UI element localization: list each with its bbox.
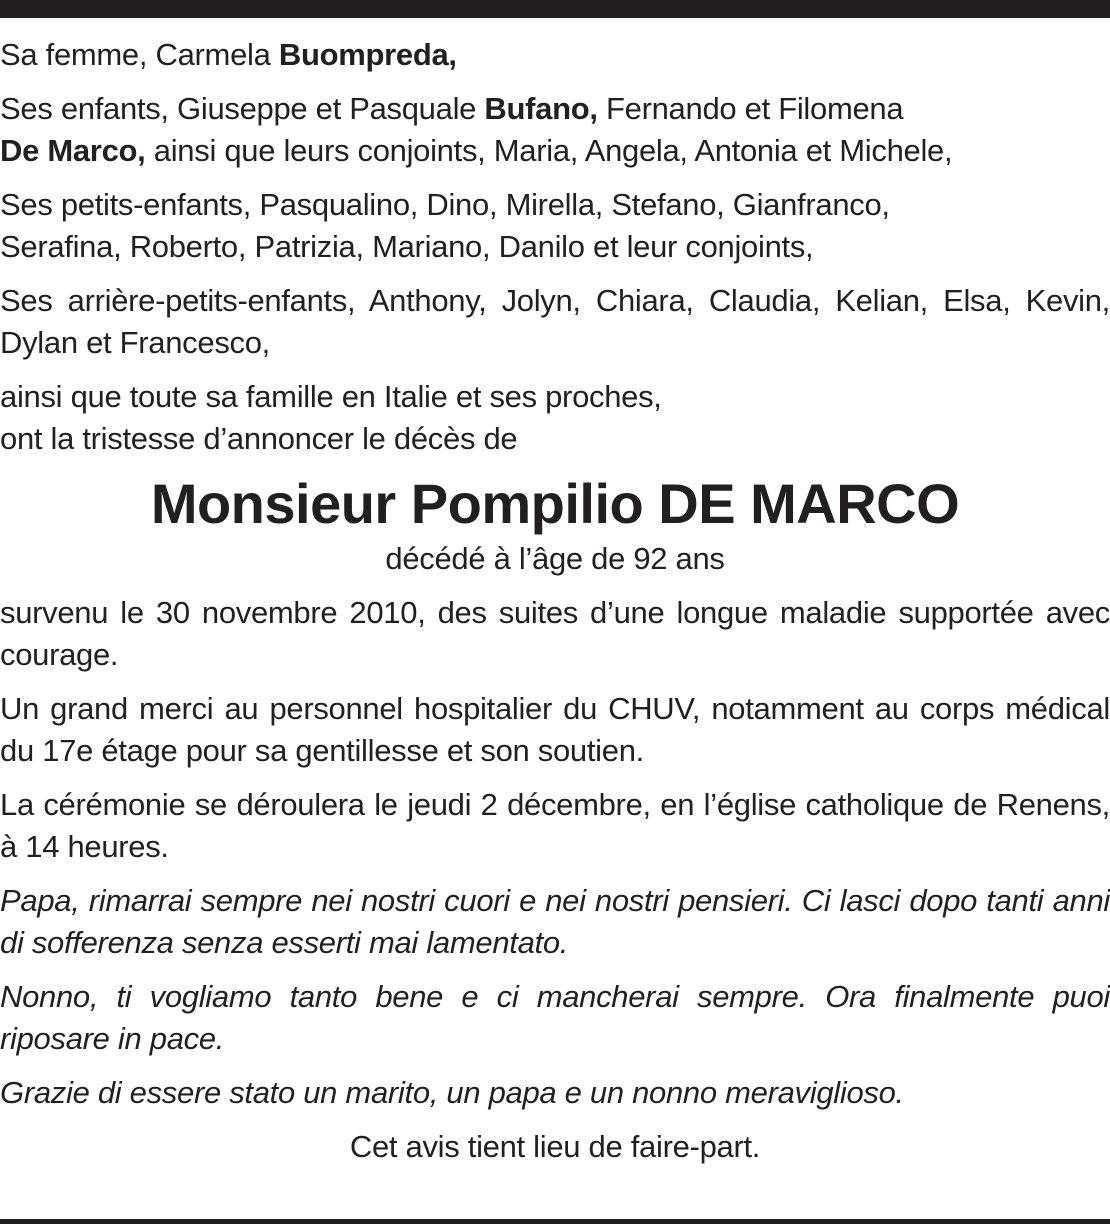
death-details-paragraph: survenu le 30 novembre 2010, des suites d’une longue maladie supportée avec courage. (0, 595, 1110, 672)
italian-paragraph-3: Grazie di essere stato un marito, un papa e un nonno meraviglioso. (0, 1075, 904, 1110)
children-paragraph (0, 88, 1110, 172)
italian-paragraph-1: Papa, rimarrai sempre nei nostri cuori e nei nostri pensieri. Ci lasci dopo tanti anni di sofferenza senza esserti mai lamentato. (0, 883, 1110, 960)
family-line-1: ainsi que toute sa famille en Italie et ses proches, (0, 379, 662, 414)
obituary-notice (0, 34, 1110, 1180)
children-suffix: ainsi que leurs conjoints, Maria, Angela, Antonia et Michele, (145, 133, 953, 168)
children-name-bufano: Bufano, (484, 91, 598, 126)
grandchildren-paragraph (0, 184, 1110, 268)
grandchildren-line-2: Serafina, Roberto, Patrizia, Mariano, Danilo et leur conjoints, (0, 229, 814, 264)
closing-line: Cet avis tient lieu de faire-part. (349, 1129, 761, 1164)
thanks-paragraph: Un grand merci au personnel hospitalier du CHUV, notamment au corps médical du 17e étage pour sa gentillesse et son soutien. (0, 691, 1110, 768)
bottom-rule (0, 1219, 1110, 1224)
top-rule (0, 0, 1110, 18)
children-name-demarco: De Marco, (0, 133, 146, 168)
family-line-2: ont la tristesse d’annoncer le décès de (0, 421, 518, 456)
great-grandchildren-paragraph: Ses arrière-petits-enfants, Anthony, Jolyn, Chiara, Claudia, Kelian, Elsa, Kevin, Dylan et Francesco, (0, 283, 1110, 360)
wife-name: Buompreda, (278, 37, 457, 72)
age-line: décédé à l’âge de 92 ans (385, 541, 725, 576)
wife-paragraph (0, 34, 1110, 76)
italian-paragraph-2: Nonno, ti vogliamo tanto bene e ci mancherai sempre. Ora finalmente puoi riposare in pace. (0, 979, 1110, 1056)
ceremony-paragraph: La cérémonie se déroulera le jeudi 2 décembre, en l’église catholique de Renens, à 14 heures. (0, 787, 1110, 864)
children-mid: Fernando et Filomena (597, 91, 904, 126)
children-prefix: Ses enfants, Giuseppe et Pasquale (0, 91, 485, 126)
grandchildren-line-1: Ses petits-enfants, Pasqualino, Dino, Mirella, Stefano, Gianfranco, (0, 187, 890, 222)
deceased-name: Monsieur Pompilio DE MARCO (150, 472, 960, 535)
family-paragraph (0, 376, 1110, 460)
wife-prefix: Sa femme, Carmela (0, 37, 279, 72)
